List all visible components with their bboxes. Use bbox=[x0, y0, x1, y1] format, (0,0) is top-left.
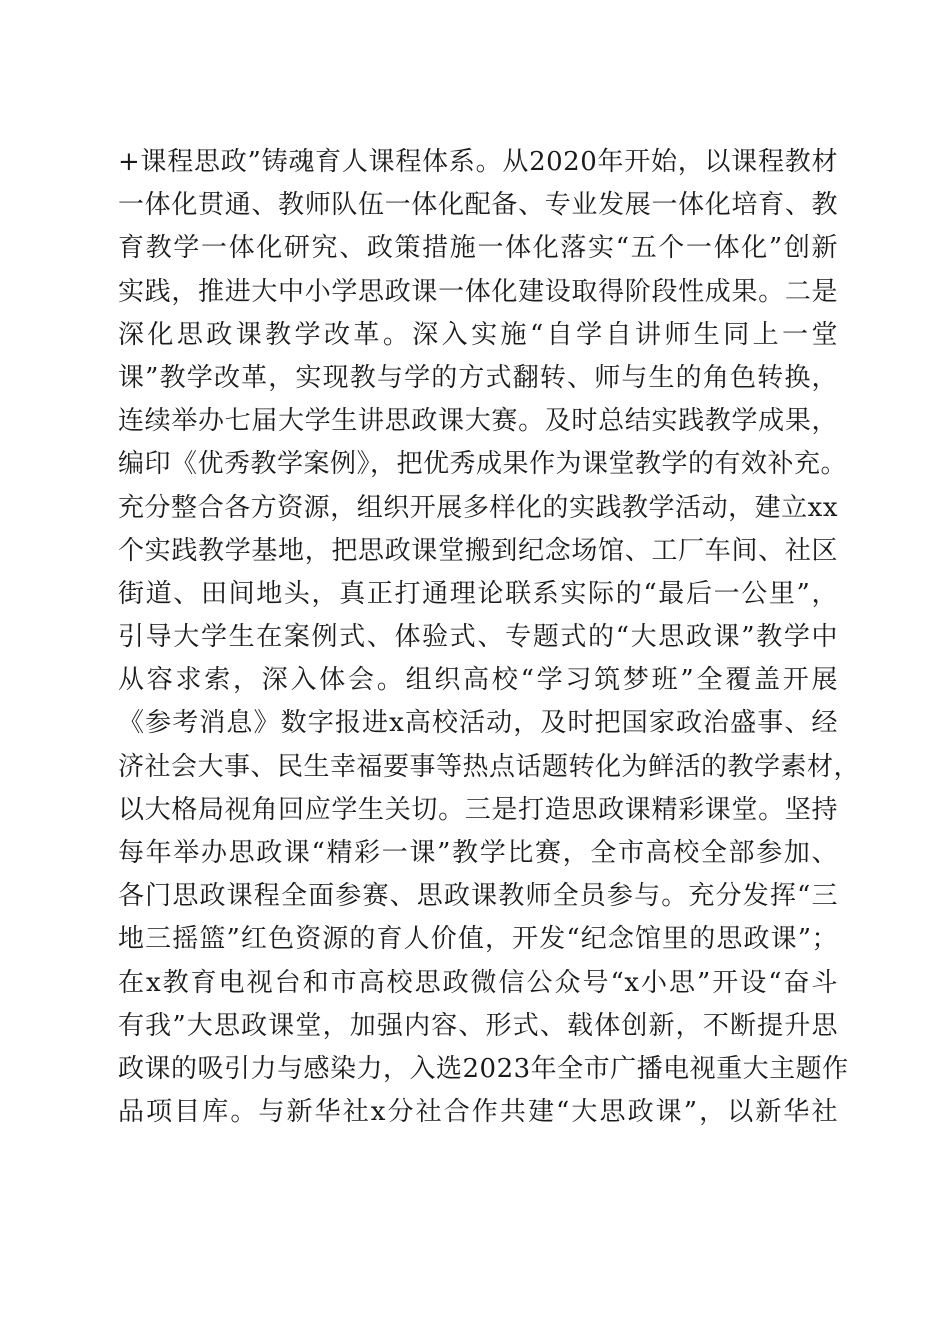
text-line: 从容求索，深入体会。组织高校“学习筑梦班”全覆盖开展 bbox=[118, 665, 838, 696]
text-line: 个实践教学基地，把思政课堂搬到纪念场馆、工厂车间、社区 bbox=[118, 535, 838, 566]
text-line: 一体化贯通、教师队伍一体化配备、专业发展一体化培育、教 bbox=[118, 190, 838, 221]
text-line: 各门思政课程全面参赛、思政课教师全员参与。充分发挥“三 bbox=[118, 881, 838, 912]
text-line: 在x教育电视台和市高校思政微信公众号“x小思”开设“奋斗 bbox=[118, 967, 838, 998]
body-paragraph bbox=[118, 141, 861, 1134]
text-line: 编印《优秀教学案例》，把优秀成果作为课堂教学的有效补充。 bbox=[118, 449, 848, 480]
text-line: 《参考消息》数字报进x高校活动，及时把国家政治盛事、经 bbox=[118, 708, 838, 739]
text-line: 课”教学改革，实现教与学的方式翻转、师与生的角色转换， bbox=[118, 362, 838, 393]
text-line: 品项目库。与新华社x分社合作共建“大思政课”，以新华社 bbox=[118, 1097, 838, 1128]
text-line: 育教学一体化研究、政策措施一体化落实“五个一体化”创新 bbox=[118, 233, 838, 264]
text-line: 引导大学生在案例式、体验式、专题式的“大思政课”教学中 bbox=[118, 622, 838, 653]
text-line: +课程思政”铸魂育人课程体系。从2020年开始，以课程教材 bbox=[118, 147, 838, 177]
text-line: 政课的吸引力与感染力，入选2023年全市广播电视重大主题作 bbox=[118, 1053, 849, 1084]
text-line: 充分整合各方资源，组织开展多样化的实践教学活动，建立xx bbox=[118, 492, 838, 523]
text-line: 以大格局视角回应学生关切。三是打造思政课精彩课堂。坚持 bbox=[118, 794, 838, 825]
text-line: 街道、田间地头，真正打通理论联系实际的“最后一公里”， bbox=[118, 578, 838, 609]
text-line: 实践，推进大中小学思政课一体化建设取得阶段性成果。二是 bbox=[118, 276, 838, 307]
text-line: 有我”大思政课堂，加强内容、形式、载体创新，不断提升思 bbox=[118, 1010, 838, 1041]
text-line: 连续举办七届大学生讲思政课大赛。及时总结实践教学成果， bbox=[118, 406, 838, 437]
text-line: 每年举办思政课“精彩一课”教学比赛，全市高校全部参加、 bbox=[118, 838, 838, 868]
text-line: 济社会大事、民生幸福要事等热点话题转化为鲜活的教学素材， bbox=[118, 751, 861, 782]
text-line: 地三摇篮”红色资源的育人价值，开发“纪念馆里的思政课”； bbox=[118, 924, 838, 955]
text-line: 深化思政课教学改革。深入实施“自学自讲师生同上一堂 bbox=[118, 319, 838, 350]
